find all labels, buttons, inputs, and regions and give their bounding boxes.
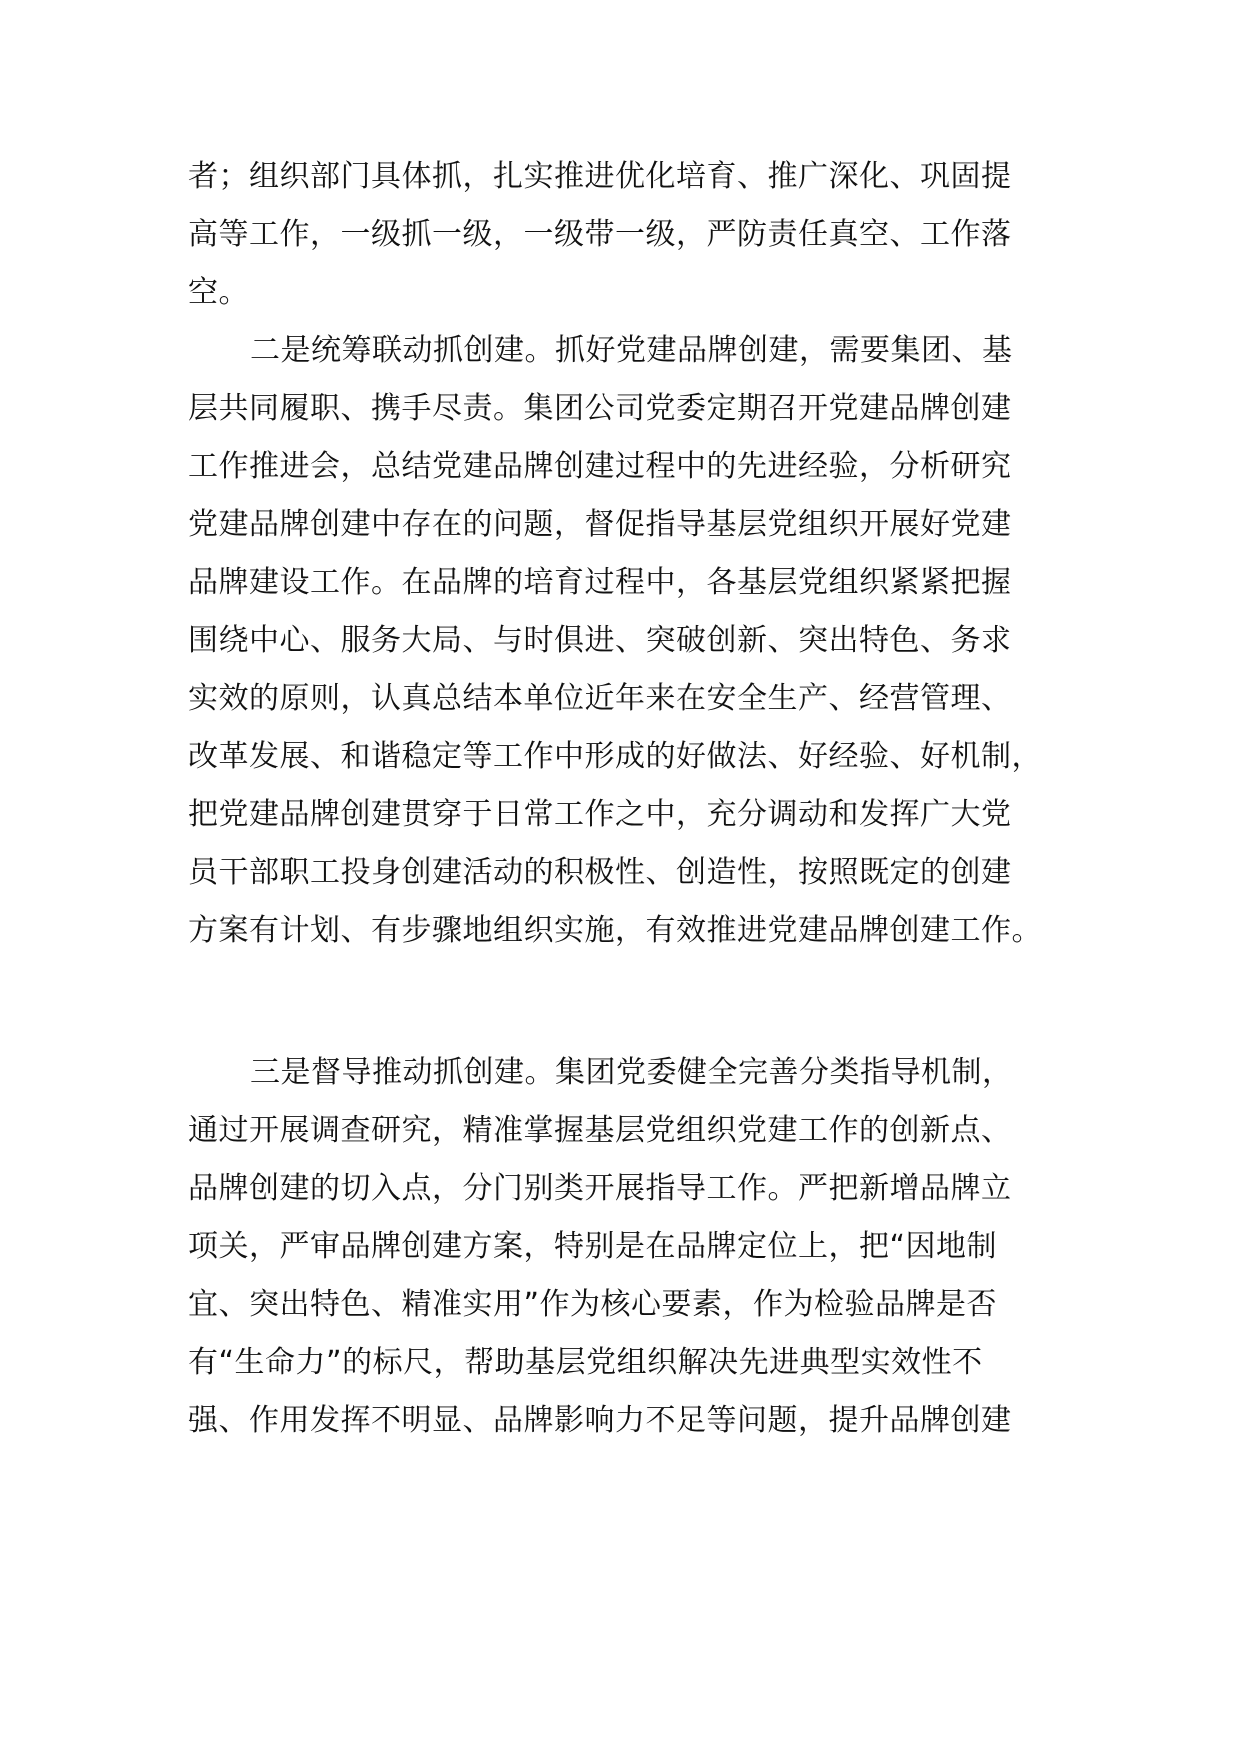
text-line: 宜、突出特色、精准实用”作为核心要素，作为检验品牌是否 bbox=[188, 1287, 998, 1322]
paragraph-first-line: 二是统筹联动抓创建。抓好党建品牌创建，需要集团、基 bbox=[250, 333, 1013, 368]
paragraph-first-line: 三是督导推动抓创建。集团党委健全完善分类指导机制， bbox=[250, 1055, 1013, 1090]
text-line: 改革发展、和谐稳定等工作中形成的好做法、好经验、好机制， bbox=[188, 739, 1042, 774]
text-line: 工作推进会，总结党建品牌创建过程中的先进经验，分析研究 bbox=[188, 449, 1012, 484]
text-line: 通过开展调查研究，精准掌握基层党组织党建工作的创新点、 bbox=[188, 1113, 1012, 1148]
text-line: 空。 bbox=[188, 275, 249, 310]
text-line: 党建品牌创建中存在的问题，督促指导基层党组织开展好党建 bbox=[188, 507, 1012, 542]
text-line: 围绕中心、服务大局、与时俱进、突破创新、突出特色、务求 bbox=[188, 623, 1012, 658]
text-line: 强、作用发挥不明显、品牌影响力不足等问题，提升品牌创建 bbox=[188, 1403, 1012, 1438]
text-line: 品牌创建的切入点，分门别类开展指导工作。严把新增品牌立 bbox=[188, 1171, 1012, 1206]
text-line: 有“生命力”的标尺，帮助基层党组织解决先进典型实效性不 bbox=[188, 1345, 983, 1380]
text-line: 项关，严审品牌创建方案，特别是在品牌定位上，把“因地制 bbox=[188, 1229, 998, 1264]
text-line: 把党建品牌创建贯穿于日常工作之中，充分调动和发挥广大党 bbox=[188, 797, 1012, 832]
text-line: 员干部职工投身创建活动的积极性、创造性，按照既定的创建 bbox=[188, 855, 1012, 890]
text-line: 品牌建设工作。在品牌的培育过程中，各基层党组织紧紧把握 bbox=[188, 565, 1012, 600]
text-line: 层共同履职、携手尽责。集团公司党委定期召开党建品牌创建 bbox=[188, 391, 1012, 426]
text-line: 高等工作，一级抓一级，一级带一级，严防责任真空、工作落 bbox=[188, 217, 1012, 252]
text-line: 者；组织部门具体抓，扎实推进优化培育、推广深化、巩固提 bbox=[188, 159, 1012, 194]
text-line: 方案有计划、有步骤地组织实施，有效推进党建品牌创建工作。 bbox=[188, 913, 1042, 948]
text-line: 实效的原则，认真总结本单位近年来在安全生产、经营管理、 bbox=[188, 681, 1012, 716]
